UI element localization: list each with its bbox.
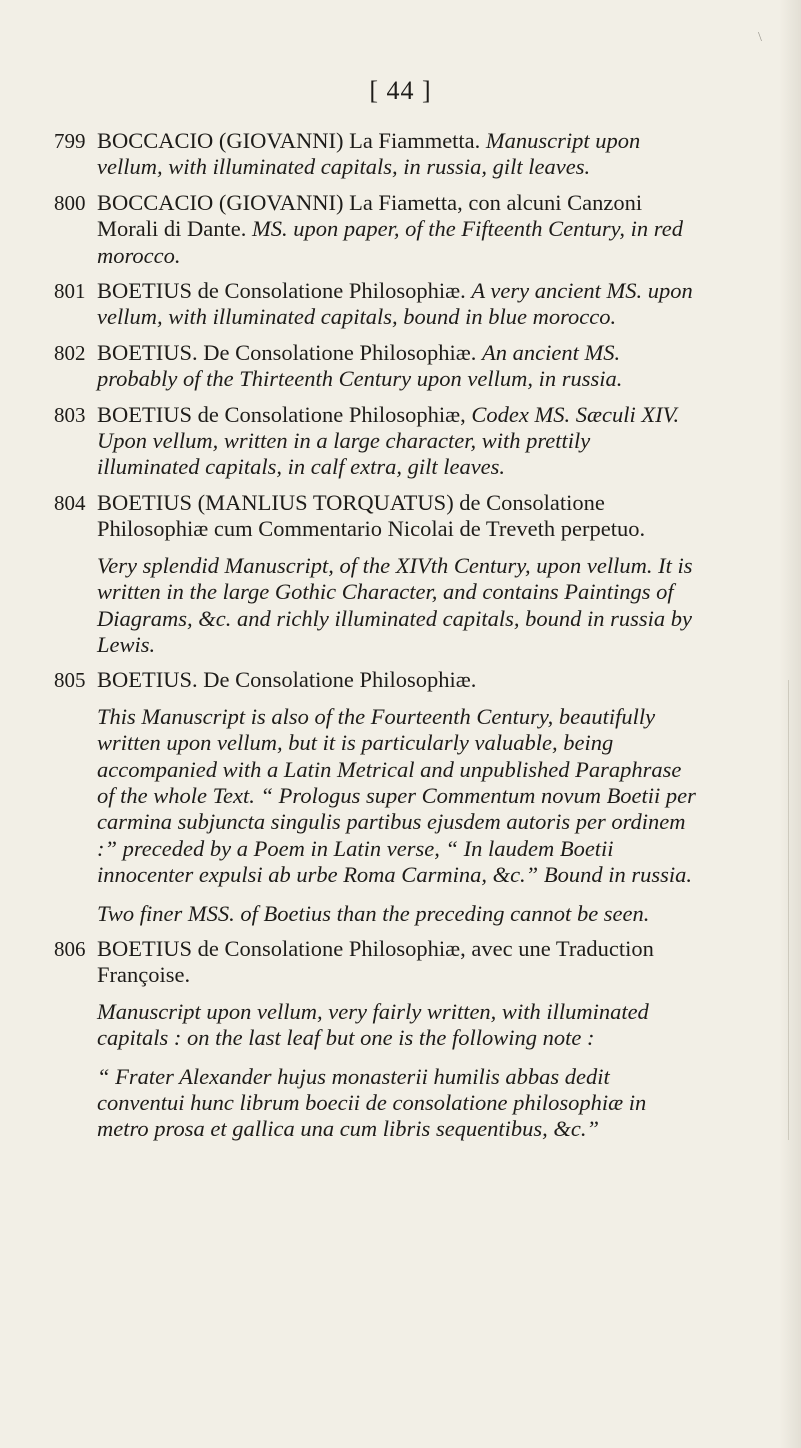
entry-number: 799 (54, 129, 86, 153)
entry-heading: BOETIUS. De Consolatione Philosophiæ. (97, 667, 477, 693)
entry-description: A very ancient MS. upon vellum, with illuminated capitals, bound in blue morocco. (97, 278, 693, 330)
entry-heading: BOETIUS de Consolatione Philosophiæ. (97, 278, 472, 304)
entry-description: MS. upon paper, of the Fifteenth Century, in red morocco. (97, 216, 683, 268)
entry-description: Codex MS. Sæculi XIV. Upon vellum, written in a large character, with prettily illuminated capitals, in calf extra, gilt leaves. (97, 401, 680, 480)
catalogue-entry-803 (56, 402, 696, 481)
entry-number: 802 (54, 340, 86, 365)
entry-heading: BOETIUS de Consolatione Philosophiæ, (97, 401, 472, 427)
entry-heading: BOETIUS de Consolatione Philosophiæ, avec une Traduction Françoise. (97, 935, 654, 988)
entry-description: Manuscript upon vellum, with illuminated capitals, in russia, gilt leaves. (97, 128, 641, 180)
entry-note-paragraph: Manuscript upon vellum, very fairly written, with illuminated capitals : on the last leaf but one is the following note : (97, 998, 649, 1051)
entry-number: 800 (54, 190, 86, 215)
page-edge-shadow (779, 0, 801, 1448)
entry-note-paragraph: Two finer MSS. of Boetius than the preceding cannot be seen. (97, 900, 650, 926)
entry-number: 801 (54, 279, 86, 304)
catalogue-entry-804 (56, 490, 696, 658)
catalogue-entry-802 (56, 340, 696, 393)
entry-number: 806 (54, 936, 86, 961)
catalogue-entry-806 (56, 936, 696, 1143)
corner-mark: \ (758, 30, 762, 45)
entry-description: An ancient MS. probably of the Thirteenth Century upon vellum, in russia. (97, 339, 623, 392)
entry-number: 804 (54, 490, 86, 515)
margin-fold-line (788, 680, 789, 1140)
entry-heading: BOETIUS. De Consolatione Philosophiæ. (97, 339, 483, 365)
entry-quotation: “ Frater Alexander hujus monasterii humilis abbas dedit conventui hunc librum boecii de consolatione philosophiæ in metro prosa et gallica una cum libris sequentibus, &c.” (97, 1063, 647, 1142)
entry-heading: BOETIUS (MANLIUS TORQUATUS) de Consolatione Philosophiæ cum Commentario Nicolai de Treveth perpetuo. (97, 489, 646, 542)
entry-number: 803 (54, 402, 86, 427)
entry-number: 805 (54, 668, 86, 693)
page-number: [ 44 ] (369, 76, 432, 105)
entry-note-paragraph: Very splendid Manuscript, of the XIVth Century, upon vellum. It is written in the large Gothic Character, and contains Paintings of Diagrams, &c. and richly illuminated capitals, bound in russia by Lewis. (97, 552, 693, 657)
entry-heading: BOCCACIO (GIOVANNI) La Fiammetta. (97, 128, 486, 153)
entry-note-paragraph: This Manuscript is also of the Fourteenth Century, beautifully written upon vellum, but it is particularly valuable, being accompanied with a Latin Metrical and unpublished Paraphrase of the whole Text. “ Prologus super Commentum novum Boetii per carmina subjuncta singulis partibus ejusdem autoris per ordinem :” preceded by a Poem in Latin verse, “ In laudem Boetii innocenter expulsi ab urbe Roma Carmina, &c.” Bound in russia. (97, 703, 696, 888)
catalogue-entry-801 (56, 278, 696, 331)
catalogue-entry-800 (56, 190, 696, 269)
catalogue-entry-805 (56, 667, 696, 927)
catalogue-entry-799 (56, 128, 696, 181)
entry-heading: BOCCACIO (GIOVANNI) La Fiametta, con alcuni Canzoni Morali di Dante. (97, 189, 643, 242)
catalogue-entries (56, 128, 696, 1152)
